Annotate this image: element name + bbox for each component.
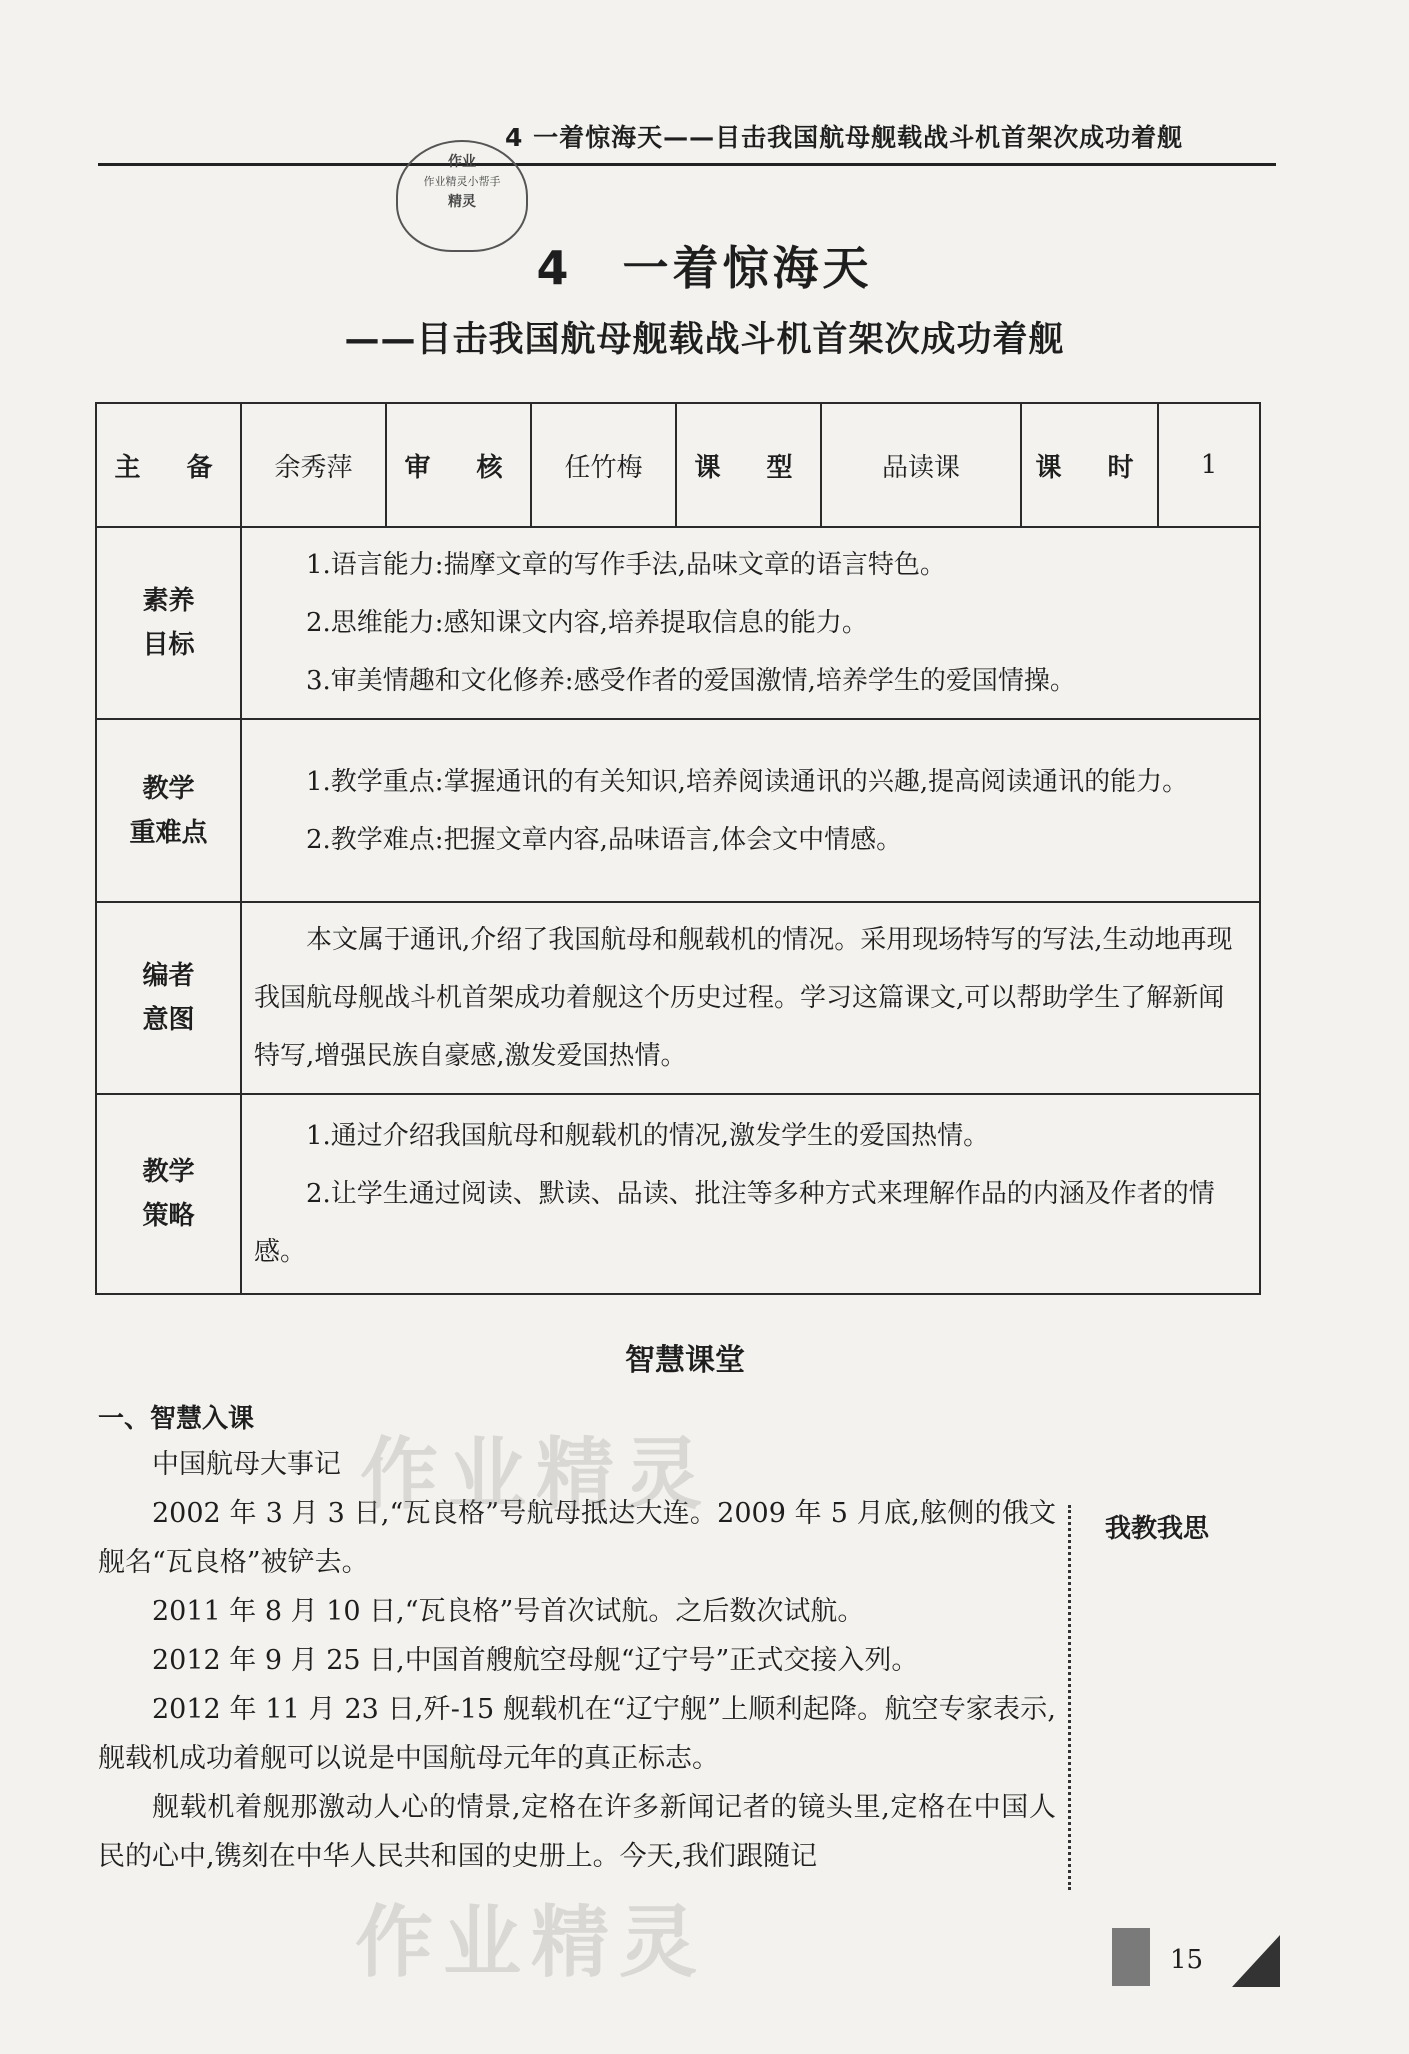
table-cell bbox=[386, 403, 531, 527]
kexing-value: 品读课 bbox=[881, 452, 960, 483]
kexing-label: 课 型 bbox=[694, 452, 803, 483]
zhubei-value: 余秀萍 bbox=[274, 452, 353, 483]
table-cell bbox=[241, 403, 386, 527]
table-cell bbox=[96, 403, 241, 527]
row-label-line: 教学 bbox=[142, 1157, 195, 1187]
row-label-line: 编者 bbox=[142, 961, 195, 991]
row-content bbox=[241, 902, 1260, 1094]
zhubei-label: 主 备 bbox=[114, 452, 223, 483]
table-row bbox=[96, 719, 1260, 902]
sub-heading: 一、智慧入课 bbox=[98, 1404, 255, 1434]
content-line: 本文属于通讯,介绍了我国航母和舰载机的情况。采用现场特写的写法,生动地再现我国航母舰战斗机首架成功着舰这个历史过程。学习这篇课文,可以帮助学生了解新闻特写,增强民族自豪感,激发爱国热情。 bbox=[254, 925, 1233, 1071]
shenhe-label: 审 核 bbox=[404, 452, 513, 483]
table-cell bbox=[676, 403, 821, 527]
section-title: 智慧课堂 bbox=[625, 1343, 745, 1378]
stamp-line-2: 作业精灵小帮手 bbox=[423, 175, 501, 188]
table-row bbox=[96, 527, 1260, 719]
corner-triangle bbox=[1232, 1935, 1280, 1987]
stamp-line-3: 精灵 bbox=[448, 194, 476, 210]
row-label bbox=[96, 1094, 241, 1294]
row-label-line: 目标 bbox=[142, 630, 195, 660]
row-label bbox=[96, 719, 241, 902]
page-number: 15 bbox=[1170, 1945, 1204, 1975]
paragraph: 中国航母大事记 bbox=[152, 1449, 341, 1480]
row-content bbox=[241, 719, 1260, 902]
table-row bbox=[96, 1094, 1260, 1294]
side-note-label: 我教我思 bbox=[1105, 1514, 1210, 1544]
content-line: 1.语言能力:揣摩文章的写作手法,品味文章的语言特色。 bbox=[306, 550, 946, 580]
row-content bbox=[241, 1094, 1260, 1294]
lesson-subtitle: ——目击我国航母舰载战斗机首架次成功着舰 bbox=[344, 320, 1065, 360]
content-line: 2.让学生通过阅读、默读、品读、批注等多种方式来理解作品的内涵及作者的情感。 bbox=[254, 1179, 1215, 1267]
keshi-label: 课 时 bbox=[1035, 452, 1144, 483]
content-line: 1.通过介绍我国航母和舰载机的情况,激发学生的爱国热情。 bbox=[306, 1121, 990, 1151]
stamp-line-1: 作业 bbox=[448, 154, 476, 170]
keshi-value: 1 bbox=[1200, 450, 1218, 480]
content-line: 1.教学重点:掌握通讯的有关知识,培养阅读通讯的兴趣,提高阅读通讯的能力。 bbox=[306, 766, 1189, 797]
row-label-line: 意图 bbox=[142, 1005, 195, 1035]
header-rule bbox=[98, 163, 1276, 166]
table-cell bbox=[1021, 403, 1158, 527]
lesson-plan-table bbox=[95, 402, 1261, 1295]
shenhe-value: 任竹梅 bbox=[564, 452, 643, 483]
margin-divider bbox=[1068, 1505, 1071, 1890]
content-line: 2.教学难点:把握文章内容,品味语言,体会文中情感。 bbox=[306, 824, 903, 855]
row-label-line: 素养 bbox=[142, 586, 195, 616]
paragraph: 2012 年 9 月 25 日,中国首艘航空母舰“辽宁号”正式交接入列。 bbox=[152, 1645, 919, 1676]
row-label bbox=[96, 902, 241, 1094]
table-cell bbox=[1158, 403, 1260, 527]
table-header-row bbox=[96, 403, 1260, 527]
paragraph: 2002 年 3 月 3 日,“瓦良格”号航母抵达大连。2009 年 5 月底,舷侧的俄文舰名“瓦良格”被铲去。 bbox=[98, 1498, 1056, 1578]
row-label-line: 重难点 bbox=[129, 817, 208, 848]
table-cell bbox=[531, 403, 676, 527]
paragraph: 2012 年 11 月 23 日,歼-15 舰载机在“辽宁舰”上顺利起降。航空专家表示,舰载机成功着舰可以说是中国航母元年的真正标志。 bbox=[98, 1694, 1056, 1774]
row-content bbox=[241, 527, 1260, 719]
paragraph: 2011 年 8 月 10 日,“瓦良格”号首次试航。之后数次试航。 bbox=[152, 1596, 865, 1627]
row-label-line: 教学 bbox=[142, 773, 195, 804]
paragraph: 舰载机着舰那激动人心的情景,定格在许多新闻记者的镜头里,定格在中国人民的心中,镌刻在中华人民共和国的史册上。今天,我们跟随记 bbox=[98, 1792, 1056, 1872]
row-label-line: 策略 bbox=[142, 1201, 195, 1231]
page-tab-marker bbox=[1112, 1928, 1150, 1986]
running-header: 4 一着惊海天——目击我国航母舰载战斗机首架次成功着舰 bbox=[505, 123, 1184, 152]
table-row bbox=[96, 902, 1260, 1094]
lesson-title: 4 一着惊海天 bbox=[536, 241, 873, 295]
table-cell bbox=[821, 403, 1021, 527]
content-line: 2.思维能力:感知课文内容,培养提取信息的能力。 bbox=[306, 608, 868, 638]
row-label bbox=[96, 527, 241, 719]
watermark: 作业精灵 bbox=[355, 1898, 708, 1988]
watermark: 作业精灵 bbox=[360, 1430, 713, 1520]
content-line: 3.审美情趣和文化修养:感受作者的爱国激情,培养学生的爱国情操。 bbox=[306, 666, 1076, 696]
